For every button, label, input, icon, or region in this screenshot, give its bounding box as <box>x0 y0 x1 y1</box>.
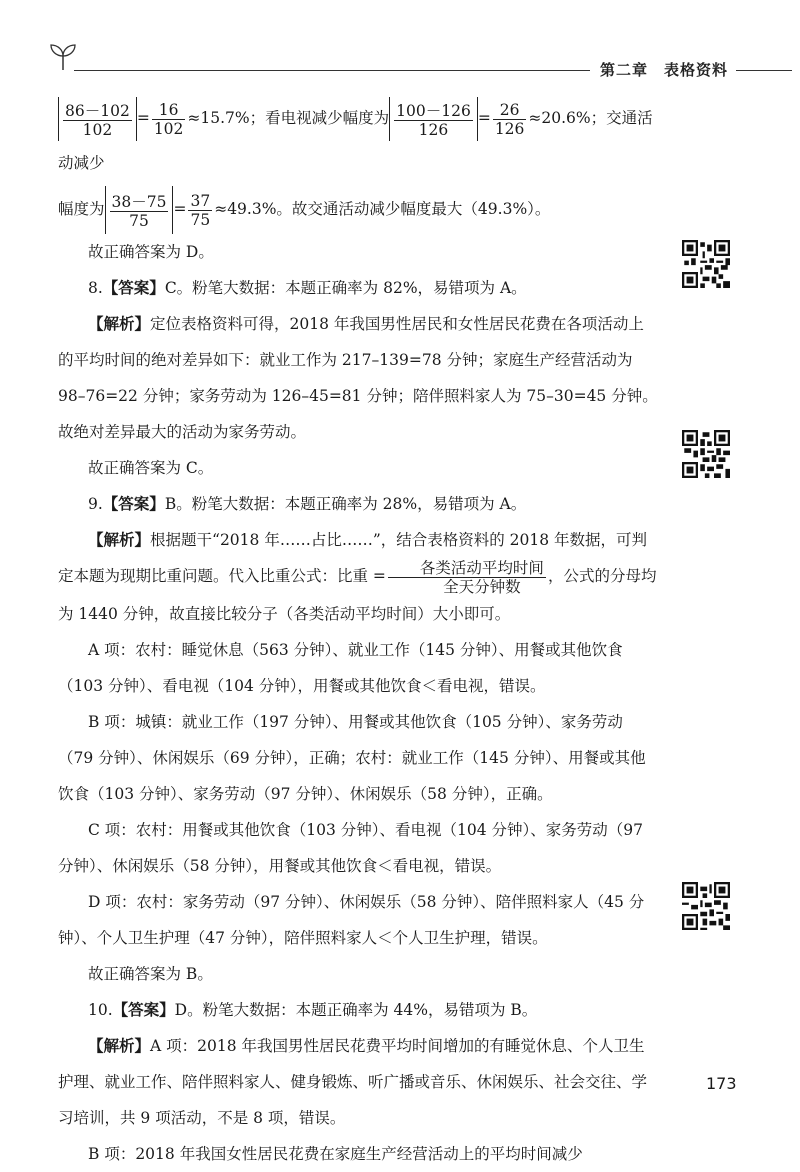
frac-num: 37 <box>190 191 211 210</box>
header-rule-right <box>736 70 792 71</box>
question-number: 9. <box>88 495 103 513</box>
answer-tag: 【答案】 <box>102 278 165 297</box>
q9-answer <box>58 486 658 522</box>
answer-tag: 【答案】 <box>112 999 175 1019</box>
q10-option-b: B 项：2018 年我国女性居民花费在家庭生产经营活动上的平均时间减少 <box>88 1144 583 1163</box>
q9-option-d: D 项：农村：家务劳动（97 分钟）、休闲娱乐（58 分钟）、陪伴照料家人（45 分钟）、个人卫生护理（47 分钟），陪伴照料家人＜个人卫生护理，错误。 <box>58 892 645 947</box>
frac-den: 75 <box>190 210 211 229</box>
q9-conclusion: 故正确答案为 B。 <box>88 964 213 983</box>
page-number: 173 <box>706 1074 737 1093</box>
q10-answer <box>58 992 658 1028</box>
calc-text: ≈20.6%；交通活动减少 <box>58 109 653 172</box>
q9-option-c: C 项：农村：用餐或其他饮食（103 分钟）、看电视（104 分钟）、家务劳动（97 分钟）、休闲娱乐（58 分钟），用餐或其他饮食＜看电视，错误。 <box>58 820 644 875</box>
calc-line-2: 幅度为 $\frac{38-75}{75}$ = $\frac{37}{75}$ ≈49.3%。故交通活动减少幅度最大（49.3%）。 <box>58 185 658 234</box>
frac-num: 86－102 <box>65 101 130 120</box>
q8-analysis <box>58 306 658 450</box>
q8-conclusion: 故正确答案为 C。 <box>88 459 214 477</box>
page-header <box>0 0 800 80</box>
question-number: 10. <box>88 1000 113 1019</box>
page-body <box>58 96 658 1172</box>
frac-den: 75 <box>129 211 149 230</box>
frac-den: 全天分钟数 <box>443 577 521 596</box>
header-rule-left <box>74 70 590 71</box>
analysis-text: 根据题干“2018 年……占比……”，结合表格资料的 2018 年数据，可判定本题为现期比重问题。代入比重公式：比重 = <box>58 531 648 585</box>
analysis-text: A 项：2018 年我国男性居民花费平均时间增加的有睡觉休息、个人卫生护理、就业工作、陪伴照料家人、健身锻炼、听广播或音乐、休闲娱乐、社会交往、学习培训，共 9 项活动，不是 8 项，错误。 <box>58 1036 648 1127</box>
abs-frac-3 <box>105 186 174 234</box>
frac-num: 26 <box>493 101 527 120</box>
sprout-icon <box>48 42 78 72</box>
q9-option-a: A 项：农村：睡觉休息（563 分钟）、就业工作（145 分钟）、用餐或其他饮食（103 分钟）、看电视（104 分钟），用餐或其他饮食＜看电视，错误。 <box>58 640 623 695</box>
frac-num: 16 <box>152 101 186 120</box>
calc-text: ≈49.3%。故交通活动减少幅度最大（49.3%）。 <box>214 200 551 218</box>
frac-num: 38－75 <box>111 192 167 211</box>
answer-text: C。粉笔大数据：本题正确率为 82%，易错项为 A。 <box>164 279 527 297</box>
calc-text: 幅度为 <box>58 200 105 218</box>
result-frac-3 <box>188 192 212 229</box>
analysis-tag: 【解析】 <box>88 1035 151 1055</box>
calc-text: ≈15.7%；看电视减少幅度为 <box>187 109 390 127</box>
frac-den: 102 <box>153 119 184 138</box>
ratio-formula <box>388 559 546 596</box>
abs-frac-1 <box>58 97 137 141</box>
q10-analysis <box>58 1028 658 1136</box>
calc-line-1: $\frac{86-102}{102}$ = $\frac{16}{102}$ ≈15.7%；看电视减少幅度为 $\frac{100-126}{126}$ = $\frac{26}{126}$ ≈20.6%；交通活动减少 <box>58 96 658 185</box>
qr-code-icon[interactable] <box>682 882 730 930</box>
analysis-tag: 【解析】 <box>88 530 151 549</box>
answer-text: D。粉笔大数据：本题正确率为 44%，易错项为 B。 <box>174 1000 538 1019</box>
question-number: 8. <box>88 279 103 297</box>
answer-line: 故正确答案为 D。 <box>88 243 214 261</box>
q9-analysis <box>58 522 658 632</box>
frac-num: 100－126 <box>396 101 471 120</box>
frac-den: 126 <box>418 120 449 139</box>
analysis-text: ，公式的分母均为 1440 分钟，故直接比较分子（各类活动平均时间）大小即可。 <box>58 567 657 623</box>
analysis-text: 定位表格资料可得，2018 年我国男性居民和女性居民花费在各项活动上的平均时间的绝对差异如下：就业工作为 217–139=78 分钟；家庭生产经营活动为 98–76=22 分钟；家务劳动为 126–45=81 分钟；陪伴照料家人为 75–30=45 分钟。故绝对差异最大的活动为家务劳动。 <box>58 315 658 441</box>
chapter-title: 第二章 表格资料 <box>600 61 729 79</box>
answer-text: B。粉笔大数据：本题正确率为 28%，易错项为 A。 <box>164 495 527 513</box>
answer-tag: 【答案】 <box>102 494 165 513</box>
abs-frac-2 <box>389 97 478 141</box>
frac-num: 各类活动平均时间 <box>388 559 546 578</box>
result-frac-1 <box>152 101 186 138</box>
qr-code-icon[interactable] <box>682 430 730 478</box>
qr-code-icon[interactable] <box>682 240 730 288</box>
analysis-tag: 【解析】 <box>88 314 151 333</box>
q8-answer <box>58 270 658 306</box>
frac-den: 102 <box>82 120 113 139</box>
q9-option-b: B 项：城镇：就业工作（197 分钟）、用餐或其他饮食（105 分钟）、家务劳动（79 分钟）、休闲娱乐（69 分钟），正确；农村：就业工作（145 分钟）、用餐或其他饮食（103 分钟）、家务劳动（97 分钟）、休闲娱乐（58 分钟），正确。 <box>58 712 646 803</box>
result-frac-2 <box>493 101 527 138</box>
frac-den: 126 <box>494 119 525 138</box>
